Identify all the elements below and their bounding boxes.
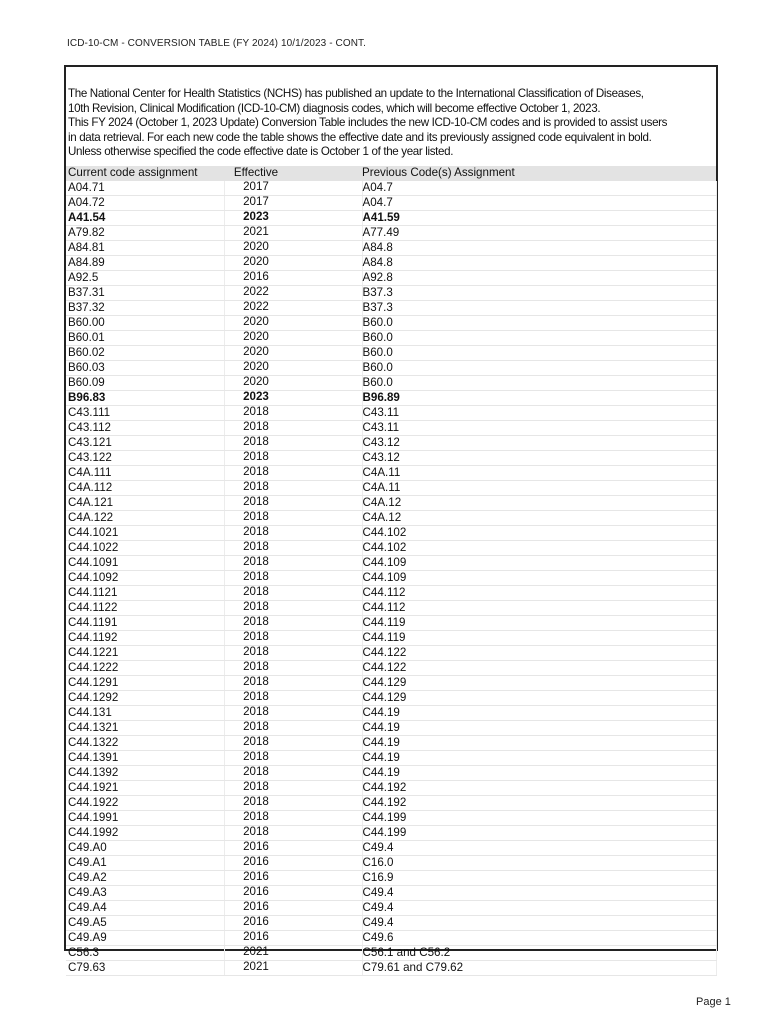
current-code-cell: C44.1022 xyxy=(66,540,224,555)
effective-year-cell: 2017 xyxy=(224,181,362,196)
previous-code-cell: A04.7 xyxy=(362,181,716,196)
effective-year-cell: 2016 xyxy=(224,915,362,930)
table-row xyxy=(66,225,716,240)
table-row xyxy=(66,255,716,270)
table-row xyxy=(66,435,716,450)
previous-code-cell: C49.4 xyxy=(362,900,716,915)
effective-year-cell: 2018 xyxy=(224,720,362,735)
previous-code-cell: C43.12 xyxy=(362,450,716,465)
table-row xyxy=(66,795,716,810)
current-code-cell: B60.00 xyxy=(66,315,224,330)
previous-code-cell: C44.109 xyxy=(362,570,716,585)
table-row xyxy=(66,570,716,585)
effective-year-cell: 2023 xyxy=(224,210,362,225)
previous-code-cell: C49.4 xyxy=(362,885,716,900)
table-row xyxy=(66,720,716,735)
column-header-effective: Effective xyxy=(233,166,279,180)
current-code-cell: C79.63 xyxy=(66,960,224,975)
effective-year-cell: 2023 xyxy=(224,390,362,405)
previous-code-cell: C16.9 xyxy=(362,870,716,885)
effective-year-cell: 2020 xyxy=(224,255,362,270)
effective-year-cell: 2018 xyxy=(224,555,362,570)
intro-line: in data retrieval. For each new code the table shows the effective date and its previously assigned code equivalent in bold. xyxy=(68,130,652,144)
current-code-cell: A04.71 xyxy=(66,181,224,196)
table-row xyxy=(66,465,716,480)
table-row xyxy=(66,450,716,465)
effective-year-cell: 2021 xyxy=(224,960,362,975)
current-code-cell: A79.82 xyxy=(66,225,224,240)
current-code-cell: C44.1021 xyxy=(66,525,224,540)
previous-code-cell: C4A.11 xyxy=(362,480,716,495)
table-row xyxy=(66,840,716,855)
effective-year-cell: 2018 xyxy=(224,810,362,825)
table-row xyxy=(66,405,716,420)
effective-year-cell: 2022 xyxy=(224,285,362,300)
current-code-cell: B60.01 xyxy=(66,330,224,345)
previous-code-cell: C49.4 xyxy=(362,840,716,855)
table-row xyxy=(66,780,716,795)
current-code-cell: C4A.112 xyxy=(66,480,224,495)
table-row xyxy=(66,900,716,915)
table-row xyxy=(66,645,716,660)
intro-line: Unless otherwise specified the code effective date is October 1 of the year listed. xyxy=(68,145,454,159)
previous-code-cell: C44.19 xyxy=(362,750,716,765)
table-row xyxy=(66,675,716,690)
effective-year-cell: 2018 xyxy=(224,465,362,480)
effective-year-cell: 2018 xyxy=(224,690,362,705)
effective-year-cell: 2018 xyxy=(224,435,362,450)
current-code-cell: B60.03 xyxy=(66,360,224,375)
table-row xyxy=(66,390,716,405)
effective-year-cell: 2018 xyxy=(224,660,362,675)
previous-code-cell: C4A.12 xyxy=(362,495,716,510)
current-code-cell: C44.1921 xyxy=(66,780,224,795)
previous-code-cell: A41.59 xyxy=(362,210,716,225)
current-code-cell: B37.31 xyxy=(66,285,224,300)
current-code-cell: C56.3 xyxy=(66,945,224,960)
column-header-current: Current code assignment xyxy=(68,166,198,180)
effective-year-cell: 2018 xyxy=(224,750,362,765)
current-code-cell: C49.A0 xyxy=(66,840,224,855)
effective-year-cell: 2016 xyxy=(224,855,362,870)
current-code-cell: B96.83 xyxy=(66,390,224,405)
effective-year-cell: 2020 xyxy=(224,330,362,345)
effective-year-cell: 2018 xyxy=(224,645,362,660)
table-row xyxy=(66,885,716,900)
table-row xyxy=(66,270,716,285)
table-row xyxy=(66,210,716,225)
current-code-cell: C44.1221 xyxy=(66,645,224,660)
previous-code-cell: C49.6 xyxy=(362,930,716,945)
current-code-cell: B37.32 xyxy=(66,300,224,315)
intro-line: This FY 2024 (October 1, 2023 Update) Conversion Table includes the new ICD-10-CM codes and is provided to assist users xyxy=(68,116,668,130)
effective-year-cell: 2016 xyxy=(224,270,362,285)
previous-code-cell: C43.12 xyxy=(362,435,716,450)
current-code-cell: C49.A5 xyxy=(66,915,224,930)
table-row xyxy=(66,855,716,870)
current-code-cell: C49.A2 xyxy=(66,870,224,885)
effective-year-cell: 2020 xyxy=(224,240,362,255)
current-code-cell: C44.131 xyxy=(66,705,224,720)
previous-code-cell: B37.3 xyxy=(362,300,716,315)
previous-code-cell: C44.102 xyxy=(362,525,716,540)
previous-code-cell: C56.1 and C56.2 xyxy=(362,945,716,960)
previous-code-cell: C44.102 xyxy=(362,540,716,555)
current-code-cell: C44.1922 xyxy=(66,795,224,810)
current-code-cell: C44.1121 xyxy=(66,585,224,600)
effective-year-cell: 2016 xyxy=(224,840,362,855)
effective-year-cell: 2018 xyxy=(224,570,362,585)
effective-year-cell: 2016 xyxy=(224,885,362,900)
previous-code-cell: B60.0 xyxy=(362,375,716,390)
table-row xyxy=(66,525,716,540)
current-code-cell: C44.1091 xyxy=(66,555,224,570)
effective-year-cell: 2018 xyxy=(224,420,362,435)
effective-year-cell: 2022 xyxy=(224,300,362,315)
current-code-cell: C44.1122 xyxy=(66,600,224,615)
current-code-cell: C4A.122 xyxy=(66,510,224,525)
previous-code-cell: C44.192 xyxy=(362,795,716,810)
effective-year-cell: 2018 xyxy=(224,405,362,420)
page-number: Page 1 xyxy=(696,996,731,1008)
table-row xyxy=(66,285,716,300)
effective-year-cell: 2018 xyxy=(224,615,362,630)
previous-code-cell: A84.8 xyxy=(362,255,716,270)
effective-year-cell: 2016 xyxy=(224,930,362,945)
previous-code-cell: C44.199 xyxy=(362,810,716,825)
effective-year-cell: 2018 xyxy=(224,735,362,750)
effective-year-cell: 2018 xyxy=(224,495,362,510)
table-header-row xyxy=(66,166,716,181)
previous-code-cell: C44.122 xyxy=(362,660,716,675)
table-row xyxy=(66,181,716,196)
intro-line: The National Center for Health Statistics (NCHS) has published an update to the International Classification of Diseases, xyxy=(68,87,644,100)
current-code-cell: C44.1321 xyxy=(66,720,224,735)
current-code-cell: C44.1391 xyxy=(66,750,224,765)
current-code-cell: A84.81 xyxy=(66,240,224,255)
table-row xyxy=(66,510,716,525)
conversion-table xyxy=(66,166,717,976)
table-row xyxy=(66,495,716,510)
table-row xyxy=(66,825,716,840)
previous-code-cell: C44.19 xyxy=(362,735,716,750)
document-frame xyxy=(64,65,718,974)
current-code-cell: C49.A3 xyxy=(66,885,224,900)
previous-code-cell: C43.11 xyxy=(362,405,716,420)
table-row xyxy=(66,660,716,675)
effective-year-cell: 2020 xyxy=(224,375,362,390)
previous-code-cell: B60.0 xyxy=(362,360,716,375)
current-code-cell: C44.1291 xyxy=(66,675,224,690)
current-code-cell: C44.1991 xyxy=(66,810,224,825)
previous-code-cell: B37.3 xyxy=(362,285,716,300)
effective-year-cell: 2018 xyxy=(224,600,362,615)
effective-year-cell: 2018 xyxy=(224,705,362,720)
effective-year-cell: 2017 xyxy=(224,195,362,210)
intro-line: 10th Revision, Clinical Modification (ICD-10-CM) diagnosis codes, which will become effective October 1, 2023. xyxy=(68,101,601,115)
table-row xyxy=(66,600,716,615)
current-code-cell: B60.02 xyxy=(66,345,224,360)
effective-year-cell: 2020 xyxy=(224,315,362,330)
effective-year-cell: 2018 xyxy=(224,525,362,540)
previous-code-cell: C44.19 xyxy=(362,720,716,735)
previous-code-cell: A92.8 xyxy=(362,270,716,285)
current-code-cell: C43.122 xyxy=(66,450,224,465)
current-code-cell: C43.111 xyxy=(66,405,224,420)
table-row xyxy=(66,240,716,255)
table-row xyxy=(66,960,716,975)
effective-year-cell: 2018 xyxy=(224,510,362,525)
current-code-cell: B60.09 xyxy=(66,375,224,390)
table-row xyxy=(66,915,716,930)
table-row xyxy=(66,555,716,570)
table-row xyxy=(66,930,716,945)
previous-code-cell: C44.192 xyxy=(362,780,716,795)
previous-code-cell: C4A.11 xyxy=(362,465,716,480)
previous-code-cell: C44.112 xyxy=(362,600,716,615)
effective-year-cell: 2020 xyxy=(224,345,362,360)
current-code-cell: A04.72 xyxy=(66,195,224,210)
table-row xyxy=(66,810,716,825)
table-body xyxy=(66,181,716,976)
current-code-cell: C4A.121 xyxy=(66,495,224,510)
previous-code-cell: C44.129 xyxy=(362,690,716,705)
table-row xyxy=(66,480,716,495)
effective-year-cell: 2018 xyxy=(224,585,362,600)
effective-year-cell: 2018 xyxy=(224,540,362,555)
table-row xyxy=(66,735,716,750)
effective-year-cell: 2018 xyxy=(224,675,362,690)
table-row xyxy=(66,750,716,765)
effective-year-cell: 2018 xyxy=(224,795,362,810)
effective-year-cell: 2016 xyxy=(224,900,362,915)
table-row xyxy=(66,195,716,210)
previous-code-cell: A04.7 xyxy=(362,195,716,210)
previous-code-cell: C79.61 and C79.62 xyxy=(362,960,716,975)
previous-code-cell: B60.0 xyxy=(362,330,716,345)
table-row xyxy=(66,705,716,720)
previous-code-cell: C44.109 xyxy=(362,555,716,570)
effective-year-cell: 2018 xyxy=(224,780,362,795)
effective-year-cell: 2018 xyxy=(224,825,362,840)
table-row xyxy=(66,765,716,780)
current-code-cell: C43.121 xyxy=(66,435,224,450)
table-row xyxy=(66,345,716,360)
table-row xyxy=(66,585,716,600)
table-row xyxy=(66,615,716,630)
current-code-cell: C44.1191 xyxy=(66,615,224,630)
current-code-cell: C49.A4 xyxy=(66,900,224,915)
current-code-cell: A41.54 xyxy=(66,210,224,225)
table-row xyxy=(66,375,716,390)
current-code-cell: C44.1992 xyxy=(66,825,224,840)
previous-code-cell: C44.122 xyxy=(362,645,716,660)
previous-code-cell: C44.119 xyxy=(362,615,716,630)
previous-code-cell: C44.19 xyxy=(362,705,716,720)
table-row xyxy=(66,420,716,435)
previous-code-cell: C49.4 xyxy=(362,915,716,930)
effective-year-cell: 2018 xyxy=(224,765,362,780)
table-row xyxy=(66,690,716,705)
current-code-cell: C49.A1 xyxy=(66,855,224,870)
table-row xyxy=(66,300,716,315)
current-code-cell: C44.1192 xyxy=(66,630,224,645)
effective-year-cell: 2021 xyxy=(224,945,362,960)
previous-code-cell: B60.0 xyxy=(362,315,716,330)
table-row xyxy=(66,360,716,375)
effective-year-cell: 2018 xyxy=(224,450,362,465)
column-header-previous: Previous Code(s) Assignment xyxy=(362,166,515,180)
current-code-cell: C43.112 xyxy=(66,420,224,435)
table-row xyxy=(66,870,716,885)
previous-code-cell: B96.89 xyxy=(362,390,716,405)
table-row xyxy=(66,945,716,960)
table-row xyxy=(66,540,716,555)
current-code-cell: C44.1322 xyxy=(66,735,224,750)
current-code-cell: C44.1292 xyxy=(66,690,224,705)
table-row xyxy=(66,315,716,330)
previous-code-cell: C44.19 xyxy=(362,765,716,780)
intro-paragraph xyxy=(68,87,718,160)
previous-code-cell: C4A.12 xyxy=(362,510,716,525)
effective-year-cell: 2020 xyxy=(224,360,362,375)
current-code-cell: A92.5 xyxy=(66,270,224,285)
previous-code-cell: C43.11 xyxy=(362,420,716,435)
effective-year-cell: 2021 xyxy=(224,225,362,240)
previous-code-cell: C44.129 xyxy=(362,675,716,690)
conversion-table-container xyxy=(66,166,716,976)
effective-year-cell: 2016 xyxy=(224,870,362,885)
current-code-cell: A84.89 xyxy=(66,255,224,270)
current-code-cell: C44.1222 xyxy=(66,660,224,675)
running-header: ICD-10-CM - CONVERSION TABLE (FY 2024) 10/1/2023 - CONT. xyxy=(67,38,367,49)
current-code-cell: C49.A9 xyxy=(66,930,224,945)
current-code-cell: C44.1092 xyxy=(66,570,224,585)
previous-code-cell: B60.0 xyxy=(362,345,716,360)
effective-year-cell: 2018 xyxy=(224,630,362,645)
previous-code-cell: A84.8 xyxy=(362,240,716,255)
previous-code-cell: C44.112 xyxy=(362,585,716,600)
current-code-cell: C4A.111 xyxy=(66,465,224,480)
previous-code-cell: C44.119 xyxy=(362,630,716,645)
previous-code-cell: A77.49 xyxy=(362,225,716,240)
table-row xyxy=(66,630,716,645)
previous-code-cell: C44.199 xyxy=(362,825,716,840)
table-row xyxy=(66,330,716,345)
effective-year-cell: 2018 xyxy=(224,480,362,495)
current-code-cell: C44.1392 xyxy=(66,765,224,780)
previous-code-cell: C16.0 xyxy=(362,855,716,870)
